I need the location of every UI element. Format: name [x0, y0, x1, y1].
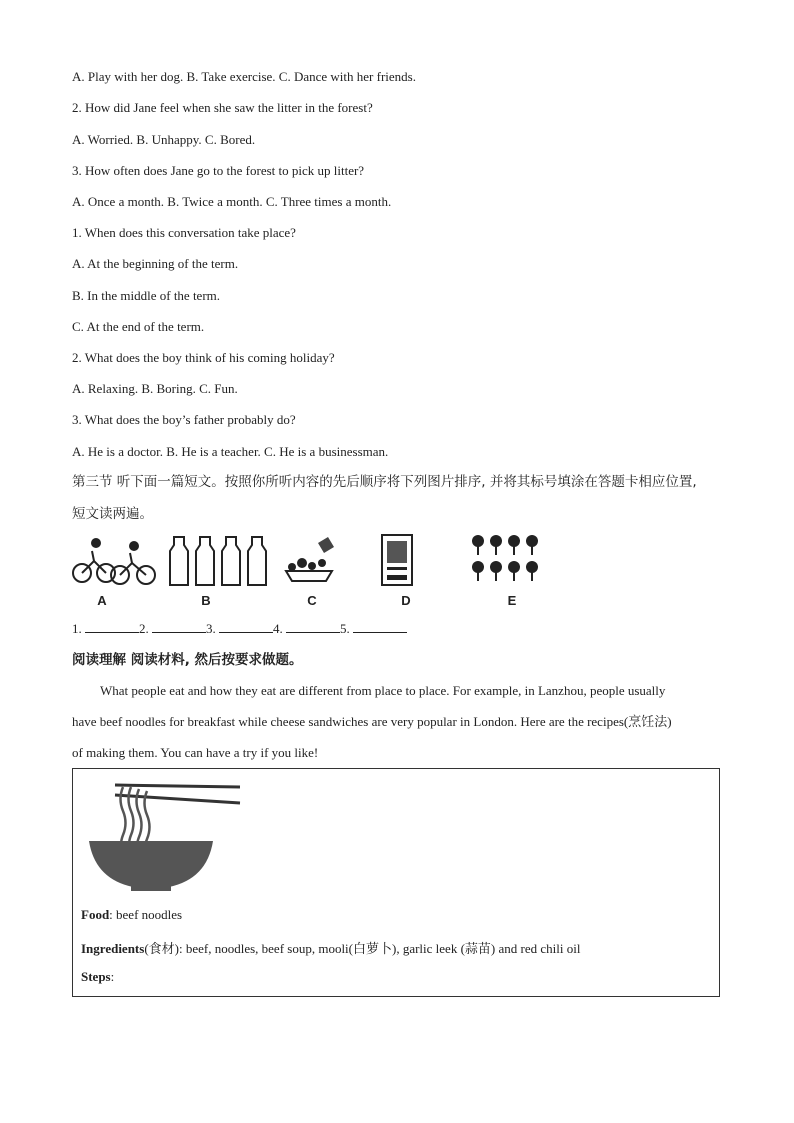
answer-number-2: 2. [139, 621, 149, 636]
q6-text: 3. What does the boy’s father probably do? [72, 412, 296, 427]
food-label: Food [81, 907, 110, 922]
section3-instruction-1: 第三节 听下面一篇短文。按照你所听内容的先后顺序将下列图片排序, 并将其标号填涂在答题卡相应位置, [72, 474, 697, 490]
answer-number-5: 5. [340, 621, 350, 636]
picture-label-b: B [201, 593, 211, 608]
picture-a-cyclists-icon [72, 533, 162, 593]
q4-text: 1. When does this conversation take place? [72, 225, 296, 240]
food-value: : beef noodles [109, 907, 183, 922]
q3-options: A. Once a month. B. Twice a month. C. Three times a month. [72, 194, 392, 209]
picture-label-e: E [507, 593, 517, 608]
answer-blank-3[interactable] [219, 621, 273, 633]
steps-label: Steps [81, 969, 111, 984]
section3-instruction-2: 短文读两遍。 [72, 506, 153, 522]
q5-options: A. Relaxing. B. Boring. C. Fun. [72, 381, 238, 396]
answer-blank-5[interactable] [353, 621, 407, 633]
q2-options: A. Worried. B. Unhappy. C. Bored. [72, 132, 256, 147]
recipe-food [81, 907, 182, 923]
answer-number-4: 4. [273, 621, 283, 636]
answer-blanks [72, 621, 407, 637]
noodle-bowl-icon [85, 777, 245, 897]
q1-options: A. Play with her dog. B. Take exercise. C. Dance with her friends. [72, 69, 416, 84]
reading-paragraph-line-1: What people eat and how they eat are different from place to place. For example, in Lanzhou, people usually [100, 683, 666, 698]
ingredients-label: Ingredients [81, 941, 145, 956]
answer-number-3: 3. [206, 621, 216, 636]
picture-c-vegetables-icon [278, 533, 338, 593]
recipe-box [72, 768, 720, 997]
q5-text: 2. What does the boy think of his coming holiday? [72, 350, 335, 365]
recipe-ingredients [81, 938, 580, 957]
q4-option-b: B. In the middle of the term. [72, 288, 221, 303]
picture-d-poster-icon [378, 533, 418, 593]
steps-value: : [110, 969, 115, 984]
picture-row [72, 533, 552, 613]
picture-label-c: C [307, 593, 317, 608]
picture-label-d: D [401, 593, 411, 608]
reading-paragraph-line-3: of making them. You can have a try if you like! [72, 745, 319, 760]
picture-b-bottles-icon [168, 533, 278, 593]
q4-option-c: C. At the end of the term. [72, 319, 205, 334]
answer-blank-2[interactable] [152, 621, 206, 633]
picture-e-trees-icon [470, 533, 545, 593]
picture-label-a: A [97, 593, 107, 608]
reading-heading: 阅读理解 阅读材料, 然后按要求做题。 [72, 652, 303, 668]
answer-blank-1[interactable] [85, 621, 139, 633]
q4-option-a: A. At the beginning of the term. [72, 256, 239, 271]
q6-options: A. He is a doctor. B. He is a teacher. C. He is a businessman. [72, 444, 389, 459]
ingredients-value: (食材): beef, noodles, beef soup, mooli(白萝卜), garlic leek (蒜苗) and red chili oil [144, 941, 581, 956]
answer-blank-4[interactable] [286, 621, 340, 633]
answer-number-1: 1. [72, 621, 82, 636]
q3-text: 3. How often does Jane go to the forest to pick up litter? [72, 163, 365, 178]
q2-text: 2. How did Jane feel when she saw the litter in the forest? [72, 100, 373, 115]
recipe-steps [81, 969, 114, 985]
reading-paragraph-line-2: have beef noodles for breakfast while cheese sandwiches are very popular in London. Here are the recipes(烹饪法) [72, 714, 672, 729]
